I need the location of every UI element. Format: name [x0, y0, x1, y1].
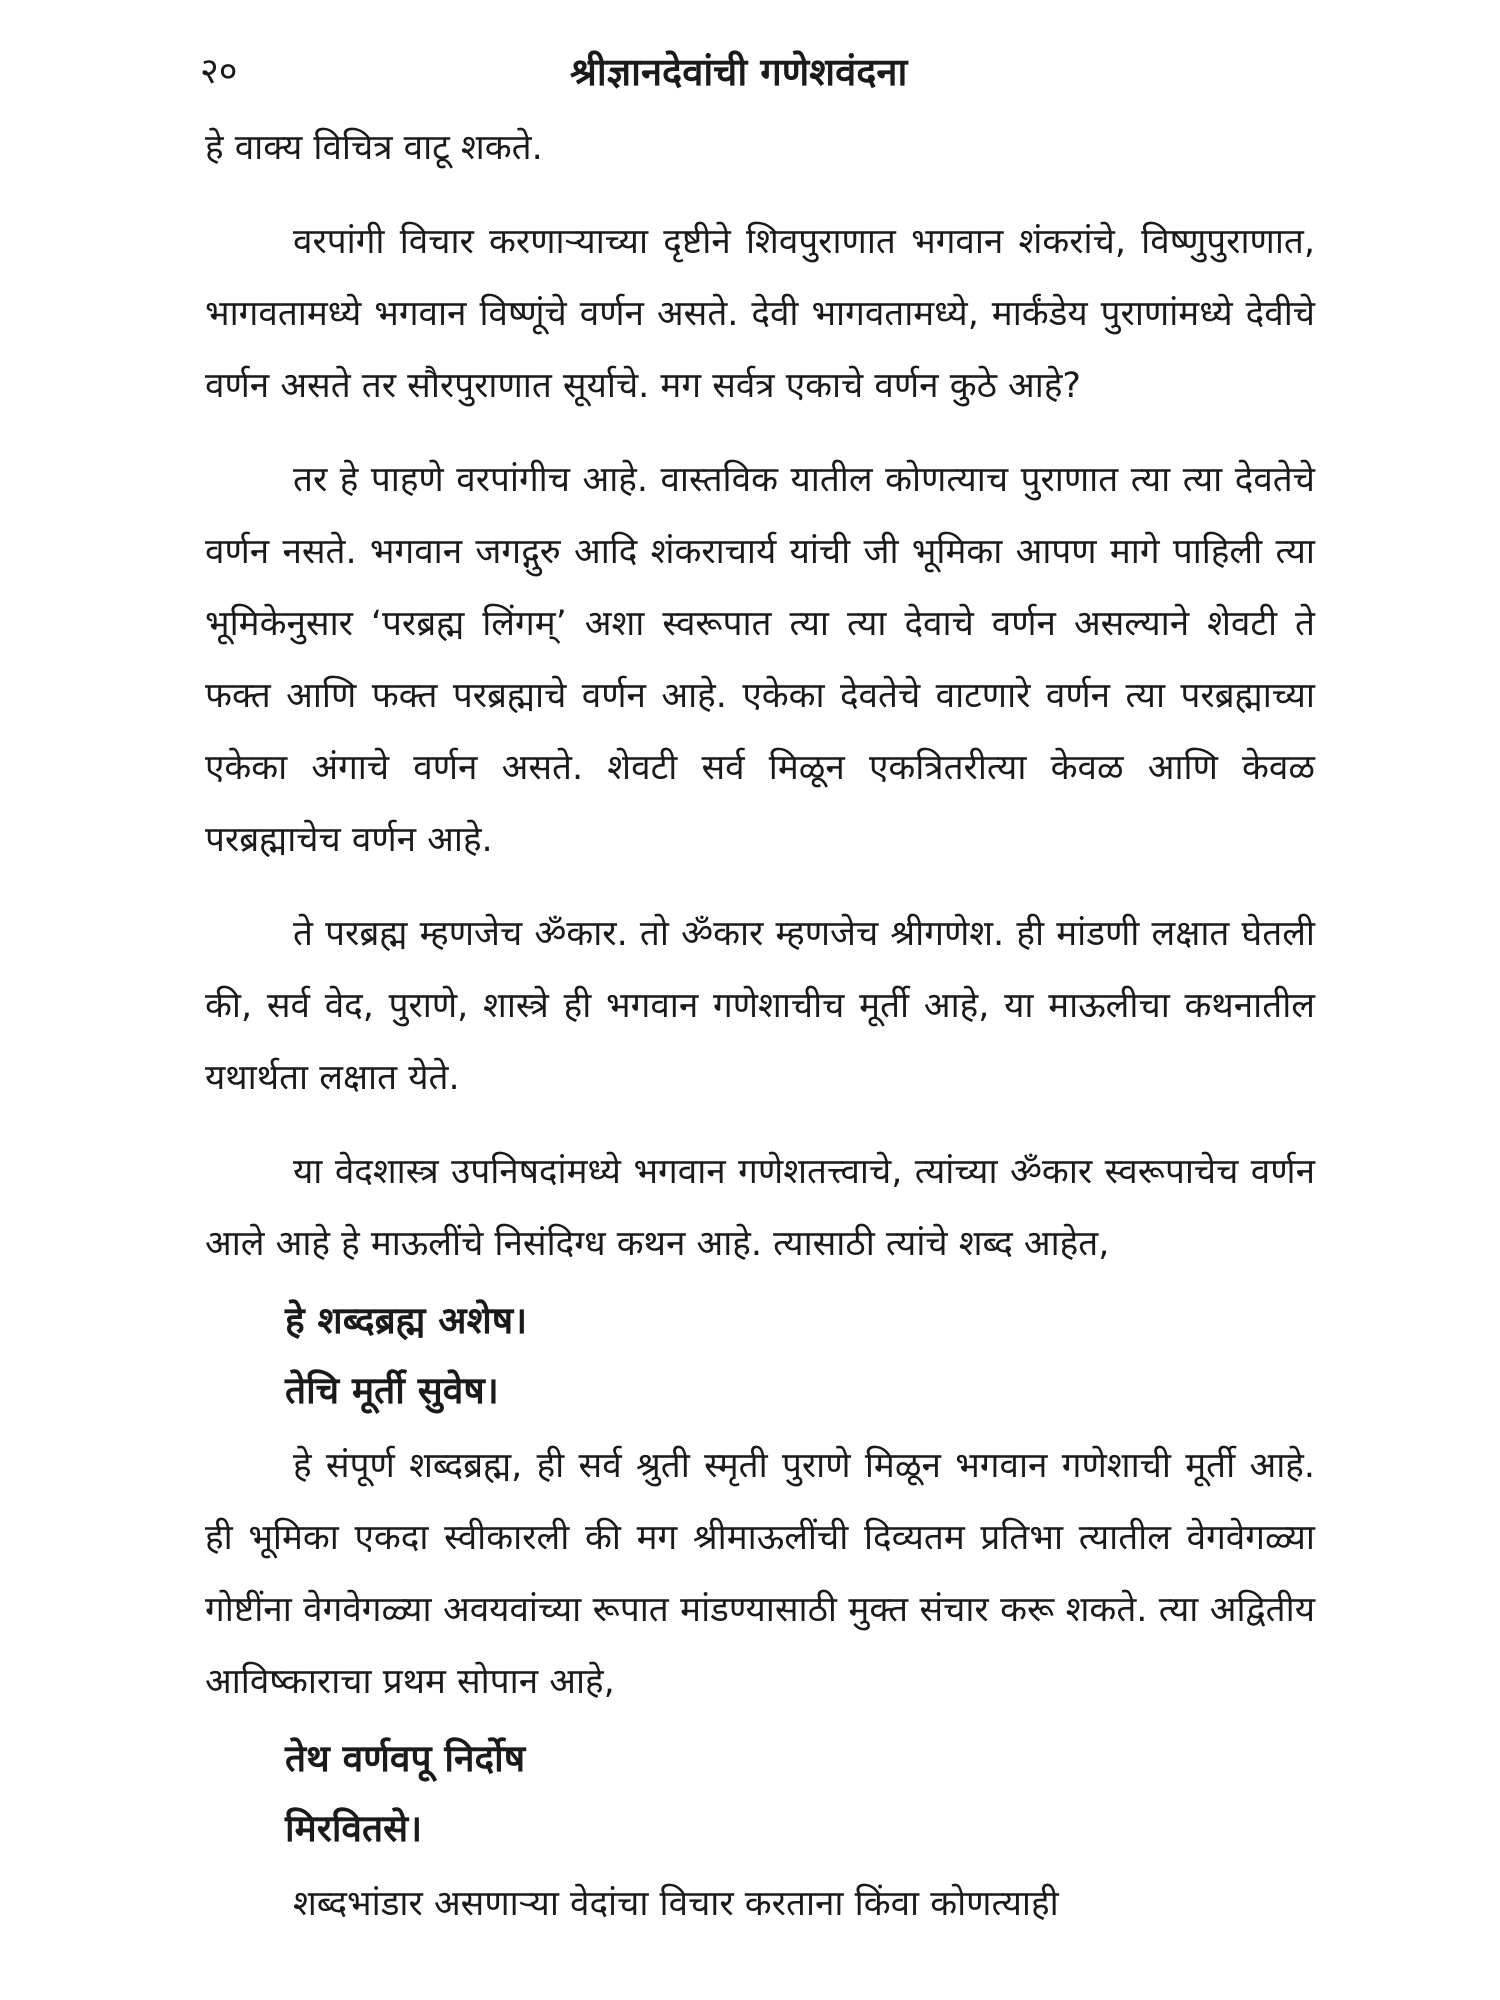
verse-line: हे शब्दब्रह्म अशेष।: [285, 1299, 528, 1342]
paragraph-continued: हे वाक्य विचित्र वाटू शकते.: [205, 128, 543, 168]
paragraph-puranas: वरपांगी विचार करणाऱ्याच्या दृष्टीने शिवपुराणात भगवान शंकरांचे, विष्णुपुराणात, भागवतामध्ये भगवान विष्णूंचे वर्णन असते. देवी भागवतामध्ये, मार्कंडेय पुराणांमध्ये देवीचे वर्णन असते तर सौरपुराणात सूर्याचे. मग सर्वत्र एकाचे वर्णन कुठे आहे?: [205, 222, 1315, 406]
page-number: २०: [200, 51, 238, 92]
running-title: श्रीज्ञानदेवांची गणेशवंदना: [570, 50, 908, 94]
page-header: [200, 42, 1300, 102]
paragraph-parabrahma: तर हे पाहणे वरपांगीच आहे. वास्तविक यातील कोणत्याच पुराणात त्या त्या देवतेचे वर्णन नसते. भगवान जगद्गुरु आदि शंकराचार्य यांची जी भूमिका आपण मागे पाहिली त्या भूमिकेनुसार ‘परब्रह्म लिंगम्’ अशा स्वरूपात त्या त्या देवाचे वर्णन असल्याने शेवटी ते फक्त आणि फक्त परब्रह्माचे वर्णन आहे. एकेका देवतेचे वाटणारे वर्णन त्या परब्रह्माच्या एकेका अंगाचे वर्णन असते. शेवटी सर्व मिळून एकत्रितरीत्या केवळ आणि केवळ परब्रह्माचेच वर्णन आहे.: [205, 460, 1315, 860]
verse-block-1: [205, 1286, 1315, 1426]
body-text: [205, 112, 1315, 1940]
paragraph-omkar: ते परब्रह्म म्हणजेच ॐकार. तो ॐकार म्हणजेच श्रीगणेश. ही मांडणी लक्षात घेतली की, सर्व वेद, पुराणे, शास्त्रे ही भगवान गणेशाचीच मूर्ती आहे, या माऊलीचा कथनातील यथार्थता लक्षात येते.: [205, 914, 1315, 1098]
paragraph-shabdabrahma: हे संपूर्ण शब्दब्रह्म, ही सर्व श्रुती स्मृती पुराणे मिळून भगवान गणेशाची मूर्ती आहे. ही भूमिका एकदा स्वीकारली की मग श्रीमाऊलींची दिव्यतम प्रतिभा त्यातील वेगवेगळ्या गोष्टींना वेगवेगळ्या अवयवांच्या रूपात मांडण्यासाठी मुक्त संचार करू शकते. त्या अद्वितीय आविष्काराचा प्रथम सोपान आहे,: [205, 1446, 1315, 1702]
verse-line: तेचि मूर्ती सुवेष।: [285, 1369, 499, 1412]
paragraph-final: शब्दभांडार असणाऱ्या वेदांचा विचार करताना किंवा कोणत्याही: [293, 1884, 1059, 1924]
verse-line: मिरवितसे।: [285, 1807, 423, 1850]
paragraph-vedashastra: या वेदशास्त्र उपनिषदांमध्ये भगवान गणेशतत्त्वाचे, त्यांच्या ॐकार स्वरूपाचेच वर्णन आले आहे हे माऊलींचे निसंदिग्ध कथन आहे. त्यासाठी त्यांचे शब्द आहेत,: [205, 1152, 1315, 1264]
verse-line: तेथ वर्णवपू निर्दोष: [285, 1737, 526, 1780]
verse-block-2: [205, 1724, 1315, 1864]
